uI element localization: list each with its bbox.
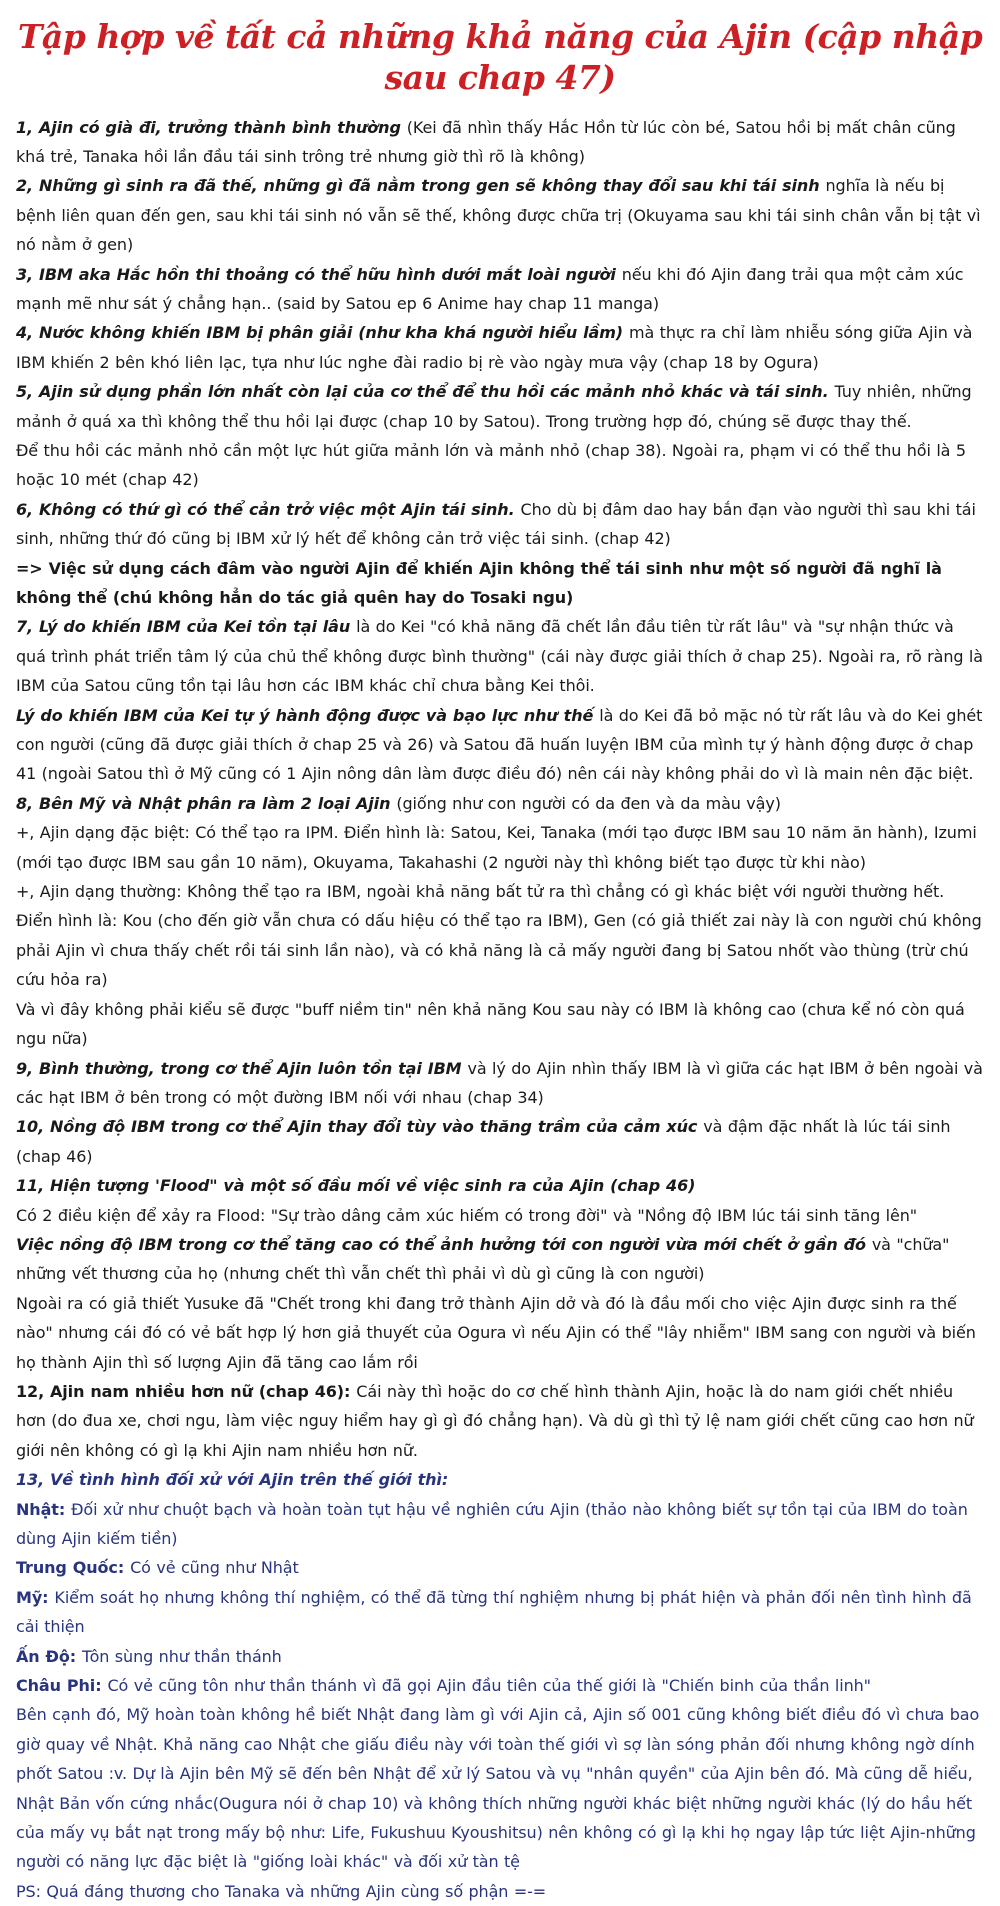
paragraph-text: Ngoài ra có giả thiết Yusuke đã "Chết trong khi đang trở thành Ajin dở và đó là đầu mối cho việc Ajin được sinh ra thế nào" nhưng cái đó có vẻ bất hợp lý hơn giả thuyết của Ogura vì nếu Ajin có thể "lây nhiễm" IBM sang con người và biến họ thành Ajin thì số lượng Ajin đã tăng cao lắm rồi — [16, 1294, 976, 1372]
paragraph-text: +, Ajin dạng đặc biệt: Có thể tạo ra IPM. Điển hình là: Satou, Kei, Tanaka (mới tạo được IBM sau 10 năm ăn hành), Izumi (mới tạo được IBM sau gần 10 năm), Okuyama, Takahashi (2 người này thì không biết tạo được từ khi nào) — [16, 823, 977, 871]
paragraph — [16, 1877, 984, 1906]
document-page — [16, 0, 984, 1906]
paragraph-lead: 6, Không có thứ gì có thể cản trở việc một Ajin tái sinh. — [16, 500, 521, 519]
paragraph — [16, 171, 984, 259]
page-title: Tập hợp về tất cả những khả năng của Ajin (cập nhập sau chap 47) — [16, 16, 984, 99]
paragraph — [16, 1465, 984, 1494]
paragraph — [16, 260, 984, 319]
paragraph — [16, 377, 984, 436]
paragraph-text: Bên cạnh đó, Mỹ hoàn toàn không hề biết Nhật đang làm gì với Ajin cả, Ajin số 001 cũng không biết điều đó vì chưa bao giờ quay về Nhật. Khả năng cao Nhật che giấu điều này với toàn thế giới vì sợ làn sóng phản đối nhưng không ngờ dính phốt Satou :v. Dự là Ajin bên Mỹ sẽ đến bên Nhật để xử lý Satou và vụ "nhân quyền" của Ajin bên đó. Mà cũng dễ hiểu, Nhật Bản vốn cứng nhắc(Ougura nói ở chap 10) và không thích những người khác biệt những người khác (lý do hầu hết của mấy vụ bắt nạt trong mấy bộ như: Life, Fukushuu Kyoushitsu) nên không có gì lạ khi họ ngay lập tức liệt Ajin-những người có năng lực đặc biệt là "giống loài khác" và đối xử tàn tệ — [16, 1705, 979, 1871]
paragraph — [16, 612, 984, 700]
paragraph — [16, 1112, 984, 1171]
paragraph-lead: 7, Lý do khiến IBM của Kei tồn tại lâu — [16, 617, 356, 636]
paragraph-lead: Việc nồng độ IBM trong cơ thể tăng cao có thể ảnh hưởng tới con người vừa mới chết ở gần đó — [16, 1235, 872, 1254]
paragraph — [16, 995, 984, 1054]
paragraph-lead: => Việc sử dụng cách đâm vào người Ajin để khiến Ajin không thể tái sinh như một số người đã nghĩ là không thể (chú không hẳn do tác giả quên hay do Tosaki ngu) — [16, 559, 942, 607]
paragraph-lead: Châu Phi: — [16, 1676, 107, 1695]
paragraph-text: (giống như con người có da đen và da màu vậy) — [396, 794, 781, 813]
paragraph — [16, 1054, 984, 1113]
paragraph-text: Và vì đây không phải kiểu sẽ được "buff niềm tin" nên khả năng Kou sau này có IBM là không cao (chưa kể nó còn quá ngu nữa) — [16, 1000, 965, 1048]
paragraph-lead: 2, Những gì sinh ra đã thế, những gì đã nằm trong gen sẽ không thay đổi sau khi tái sinh — [16, 176, 825, 195]
paragraph — [16, 1553, 984, 1582]
paragraph-text: mà thực ra chỉ làm nhiễu sóng giữa Ajin và IBM khiến 2 bên khó liên lạc, tựa như lúc nghe đài radio bị rè vào ngày mưa vậy (chap 18 by Ogura) — [16, 323, 972, 371]
paragraph-lead: 12, Ajin nam nhiều hơn nữ (chap 46): — [16, 1382, 356, 1401]
paragraph-text: PS: Quá đáng thương cho Tanaka và những Ajin cùng số phận =-= — [16, 1882, 546, 1901]
document-body — [16, 113, 984, 1906]
paragraph-text: Có 2 điều kiện để xảy ra Flood: "Sự trào dâng cảm xúc hiếm có trong đời" và "Nồng độ IBM lúc tái sinh tăng lên" — [16, 1206, 917, 1225]
paragraph-text: Tôn sùng như thần thánh — [82, 1647, 282, 1666]
paragraph — [16, 1671, 984, 1700]
paragraph — [16, 701, 984, 789]
paragraph — [16, 1201, 984, 1230]
paragraph — [16, 1377, 984, 1465]
paragraph — [16, 1230, 984, 1289]
paragraph-lead: Nhật: — [16, 1500, 71, 1519]
paragraph-lead: 1, Ajin có già đi, trưởng thành bình thường — [16, 118, 407, 137]
paragraph — [16, 1289, 984, 1377]
paragraph-text: +, Ajin dạng thường: Không thể tạo ra IBM, ngoài khả năng bất tử ra thì chẳng có gì khác biệt với người thường hết. Điển hình là: Kou (cho đến giờ vẫn chưa có dấu hiệu có thể tạo ra IBM), Gen (có giả thiết zai này là con người chú không phải Ajin vì chưa thấy chết rồi tái sinh lần nào), và có khả năng là cả mấy người đang bị Satou nhốt vào thùng (trừ chú cứu hỏa ra) — [16, 882, 982, 989]
paragraph-lead: 8, Bên Mỹ và Nhật phân ra làm 2 loại Ajin — [16, 794, 396, 813]
paragraph-lead: Trung Quốc: — [16, 1558, 130, 1577]
paragraph — [16, 554, 984, 613]
paragraph — [16, 1495, 984, 1554]
paragraph-lead: Lý do khiến IBM của Kei tự ý hành động được và bạo lực như thế — [16, 706, 599, 725]
paragraph-text: Đối xử như chuột bạch và hoàn toàn tụt hậu về nghiên cứu Ajin (thảo nào không biết sự tồn tại của IBM do toàn dùng Ajin kiếm tiền) — [16, 1500, 968, 1548]
paragraph — [16, 113, 984, 172]
paragraph-lead: 5, Ajin sử dụng phần lớn nhất còn lại của cơ thể để thu hồi các mảnh nhỏ khác và tái sinh. — [16, 382, 835, 401]
paragraph-text: Có vẻ cũng tôn như thần thánh vì đã gọi Ajin đầu tiên của thế giới là "Chiến binh của thần linh" — [107, 1676, 870, 1695]
paragraph-lead: 4, Nước không khiến IBM bị phân giải (như kha khá người hiểu lầm) — [16, 323, 629, 342]
paragraph-text: nếu khi đó Ajin đang trải qua một cảm xúc mạnh mẽ như sát ý chẳng hạn.. (said by Satou ep 6 Anime hay chap 11 manga) — [16, 265, 964, 313]
paragraph-text: Có vẻ cũng như Nhật — [130, 1558, 299, 1577]
paragraph-text: nghĩa là nếu bị bệnh liên quan đến gen, sau khi tái sinh nó vẫn sẽ thế, không được chữa trị (Okuyama sau khi tái sinh chân vẫn bị tật vì nó nằm ở gen) — [16, 176, 980, 254]
paragraph — [16, 318, 984, 377]
paragraph — [16, 495, 984, 554]
paragraph-text: và đậm đặc nhất là lúc tái sinh (chap 46) — [16, 1117, 950, 1165]
paragraph — [16, 789, 984, 818]
paragraph-text: Để thu hồi các mảnh nhỏ cần một lực hút giữa mảnh lớn và mảnh nhỏ (chap 38). Ngoài ra, phạm vi có thể thu hồi là 5 hoặc 10 mét (chap 42) — [16, 441, 966, 489]
paragraph — [16, 1700, 984, 1876]
paragraph-text: và lý do Ajin nhìn thấy IBM là vì giữa các hạt IBM ở bên ngoài và các hạt IBM ở bên trong có một đường IBM nối với nhau (chap 34) — [16, 1059, 983, 1107]
paragraph-text: là do Kei "có khả năng đã chết lần đầu tiên từ rất lâu" và "sự nhận thức và quá trình phát triển tâm lý của chủ thể không được bình thường" (cái này được giải thích ở chap 25). Ngoài ra, rõ ràng là IBM của Satou cũng tồn tại lâu hơn các IBM khác chỉ chưa bằng Kei thôi. — [16, 617, 983, 695]
paragraph-text: Cái này thì hoặc do cơ chế hình thành Ajin, hoặc là do nam giới chết nhiều hơn (do đua xe, chơi ngu, làm việc nguy hiểm hay gì gì đó chẳng hạn). Và dù gì thì tỷ lệ nam giới chết cũng cao hơn nữ giới nên không có gì lạ khi Ajin nam nhiều hơn nữ. — [16, 1382, 974, 1460]
paragraph-lead: 3, IBM aka Hắc hồn thi thoảng có thể hữu hình dưới mắt loài người — [16, 265, 622, 284]
paragraph — [16, 1171, 984, 1200]
paragraph-text: Kiểm soát họ nhưng không thí nghiệm, có thể đã từng thí nghiệm nhưng bị phát hiện và phản đối nên tình hình đã cải thiện — [16, 1588, 972, 1636]
paragraph-lead: 11, Hiện tượng 'Flood" và một số đầu mối về việc sinh ra của Ajin (chap 46) — [16, 1176, 695, 1195]
paragraph — [16, 436, 984, 495]
paragraph-text: (Kei đã nhìn thấy Hắc Hồn từ lúc còn bé, Satou hồi bị mất chân cũng khá trẻ, Tanaka hồi lần đầu tái sinh trông trẻ nhưng giờ thì rõ là không) — [16, 118, 956, 166]
paragraph-lead: Mỹ: — [16, 1588, 54, 1607]
paragraph-text: và "chữa" những vết thương của họ (nhưng chết thì vẫn chết thì phải vì dù gì cũng là con người) — [16, 1235, 949, 1283]
paragraph-text: Cho dù bị đâm dao hay bắn đạn vào người thì sau khi tái sinh, những thứ đó cũng bị IBM xử lý hết để không cản trở việc tái sinh. (chap 42) — [16, 500, 976, 548]
paragraph-lead: 9, Bình thường, trong cơ thể Ajin luôn tồn tại IBM — [16, 1059, 467, 1078]
paragraph-lead: 10, Nồng độ IBM trong cơ thể Ajin thay đổi tùy vào thăng trầm của cảm xúc — [16, 1117, 703, 1136]
paragraph-lead: Ấn Độ: — [16, 1647, 82, 1666]
paragraph-text: là do Kei đã bỏ mặc nó từ rất lâu và do Kei ghét con người (cũng đã được giải thích ở chap 25 và 26) và Satou đã huấn luyện IBM của mình tự ý hành động được ở chap 41 (ngoài Satou thì ở Mỹ cũng có 1 Ajin nông dân làm được điều đó) nên cái này không phải do vì là main nên đặc biệt. — [16, 706, 982, 784]
paragraph — [16, 1642, 984, 1671]
paragraph — [16, 818, 984, 877]
paragraph-lead: 13, Về tình hình đối xử với Ajin trên thế giới thì: — [16, 1470, 448, 1489]
paragraph — [16, 877, 984, 995]
paragraph — [16, 1583, 984, 1642]
paragraph-text: Tuy nhiên, những mảnh ở quá xa thì không thể thu hồi lại được (chap 10 by Satou). Trong trường hợp đó, chúng sẽ được thay thế. — [16, 382, 972, 430]
